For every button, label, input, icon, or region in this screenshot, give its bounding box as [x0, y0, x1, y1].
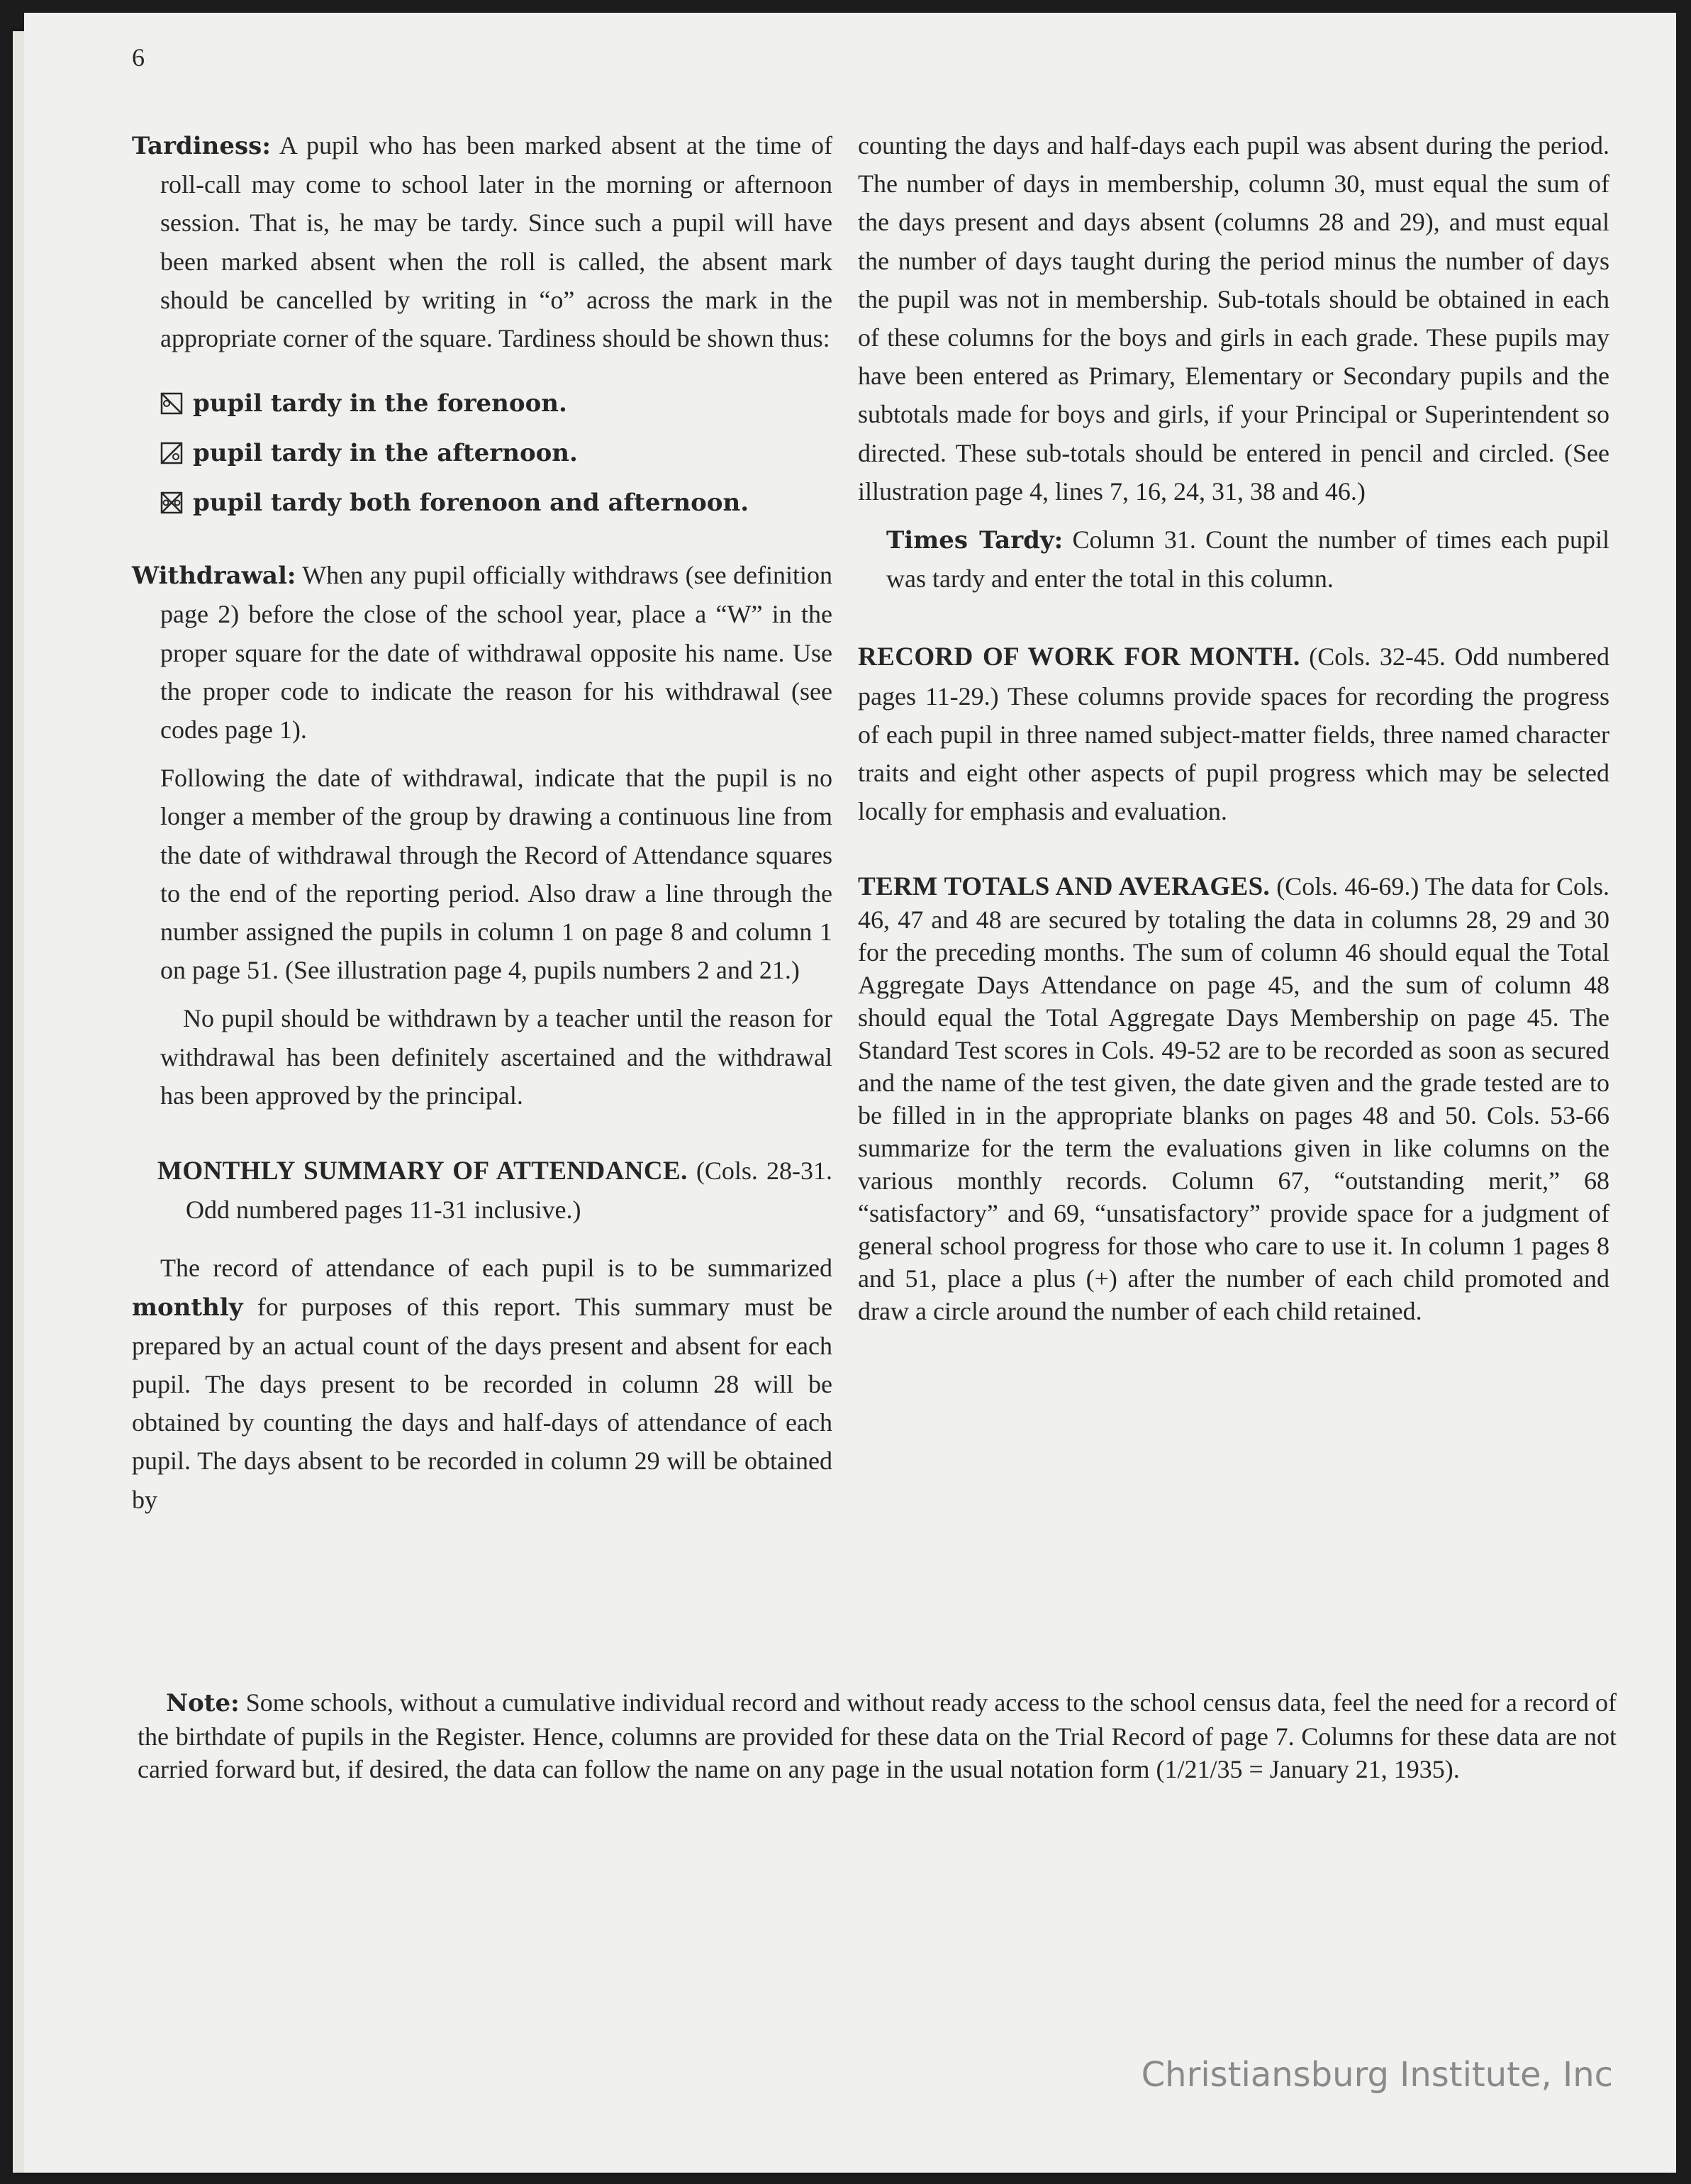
tardy-symbol-list [160, 379, 832, 528]
tardy-symbol-label: pupil tardy in the forenoon. [193, 389, 567, 418]
attendance-continuation-paragraph: counting the days and half-days each pupil was absent during the period. The number of days in membership, column 30, must equal the sum of the days present and days absent (columns 28 and 29), and must equal the number of days taught during the period minus the number of days the pupil was not in membership. Sub-totals should be obtained in each of these columns for the boys and girls in each grade. These pupils may have been entered as Primary, Elementary or Secondary pupils and the subtotals made for boys and girls, if your Principal or Superintendent so directed. These sub-totals should be entered in pencil and circled. (See illustration page 4, lines 7, 16, 24, 31, 38 and 46.) [858, 131, 1609, 506]
withdrawal-term: Withdrawal: [132, 562, 296, 591]
times-tardy-term: Times Tardy: [886, 526, 1064, 555]
monthly-summary-paragraph [132, 1249, 832, 1518]
note-text: Some schools, without a cumulative individual record and without ready access to the school census data, feel the need for a record of the birthdate of pupils in the Register. Hence, columns are provided for these data on the Trial Record of page 7. Columns for these data are not carried forward but, if desired, the data can follow the name on any page in the usual notation form (1/21/35 = January 21, 1935). [138, 1688, 1617, 1783]
record-of-work-heading: RECORD OF WORK FOR MONTH. [858, 642, 1300, 672]
left-column [132, 126, 832, 1519]
record-of-work-text: (Cols. 32-45. Odd numbered pages 11-29.) These columns provide spaces for recording the progress of each pupil in three named subject-matter fields, three named character traits and eight other aspects of pupil progress which may be selected locally for emphasis and evaluation. [858, 642, 1609, 826]
monthly-summary-text: (Cols. 28-31. Odd numbered pages 11-31 inclusive.) [186, 1157, 833, 1225]
note-term: Note: [166, 1689, 240, 1717]
tardy-symbol-label: pupil tardy both forenoon and afternoon. [193, 489, 749, 518]
term-totals-heading: TERM TOTALS AND AVERAGES. [858, 872, 1271, 902]
monthly-summary-heading: MONTHLY SUMMARY OF ATTENDANCE. [157, 1157, 688, 1186]
watermark: Christiansburg Institute, Inc [1141, 2055, 1613, 2095]
tardy-symbol-item [160, 379, 832, 428]
withdrawal-paragraph-2: Following the date of withdrawal, indicate that the pupil is no longer a member of the group by drawing a continuous line from the date of withdrawal through the Record of Attendance squares to the end of the reporting period. Also draw a line through the number assigned the pupils in column 1 on page 8 and column 1 on page 51. (See illustration page 4, pupils numbers 2 and 21.) [160, 764, 832, 985]
times-tardy-text: Column 31. Count the number of times each pupil was tardy and enter the total in this column. [886, 525, 1610, 594]
withdrawal-text: When any pupil officially withdraws (see definition page 2) before the close of the school year, place a “W” in the proper square for the date of withdrawal opposite his name. Use the proper code to indicate the reason for his withdrawal (see codes page 1). [160, 561, 832, 745]
monthly-para-before: The record of attendance of each pupil is to be summarized [160, 1254, 832, 1283]
times-tardy-paragraph [858, 520, 1609, 598]
monthly-para-after: for purposes of this report. This summary must be prepared by an actual count of the days present and absent for each pupil. The days present to be recorded in column 28 will be obtained by counting the days and half-days of attendance of each pupil. The days absent to be recorded in column 29 will be obtained by [132, 1292, 832, 1514]
monthly-para-bold: monthly [132, 1293, 243, 1322]
right-column [858, 126, 1609, 1327]
tardy-forenoon-icon [160, 392, 183, 415]
term-totals-paragraph [858, 870, 1609, 1327]
note-paragraph [138, 1686, 1617, 1786]
tardy-afternoon-icon [160, 442, 183, 464]
withdrawal-paragraph-3: No pupil should be withdrawn by a teacher until the reason for withdrawal has been definitely ascertained and the withdrawal has been approved by the principal. [160, 1004, 832, 1110]
tardy-symbol-item [160, 478, 832, 528]
tardy-symbol-item [160, 428, 832, 478]
page-number: 6 [132, 43, 145, 72]
monthly-summary-heading-paragraph [132, 1152, 832, 1229]
term-totals-text: (Cols. 46-69.) The data for Cols. 46, 47 and 48 are secured by totaling the data in columns 28, 29 and 30 for the preceding months. The sum of column 46 should equal the Total Aggregate Days Attendance on page 45, and the sum of column 48 should equal the Total Aggregate Days Membership on page 45. The Standard Test scores in Cols. 49-52 are to be recorded as soon as secured and the name of the test given, the date given and the grade tested are to be filled in in the appropriate blanks on pages 48 and 50. Cols. 53-66 summarize for the term the evaluations given in like columns on the various monthly records. Column 67, “outstanding merit,” 68 “satisfactory” and 69, “unsatisfactory” provide space for a judgment of general school progress for those who care to use it. In column 1 pages 8 and 51, place a plus (+) after the number of each child promoted and draw a circle around the number of each child retained. [858, 872, 1610, 1326]
record-of-work-paragraph [858, 637, 1609, 830]
tardiness-term: Tardiness: [132, 132, 271, 160]
tardiness-paragraph [132, 126, 832, 357]
tardy-both-icon [160, 491, 183, 514]
withdrawal-paragraph [132, 556, 832, 749]
tardy-symbol-label: pupil tardy in the afternoon. [193, 439, 578, 468]
tardiness-text: A pupil who has been marked absent at the time of roll-call may come to school later in the morning or afternoon session. That is, he may be tardy. Since such a pupil will have been marked absent when the roll is called, the absent mark should be cancelled by writing in “o” across the mark in the appropriate corner of the square. Tardiness should be shown thus: [160, 131, 832, 353]
